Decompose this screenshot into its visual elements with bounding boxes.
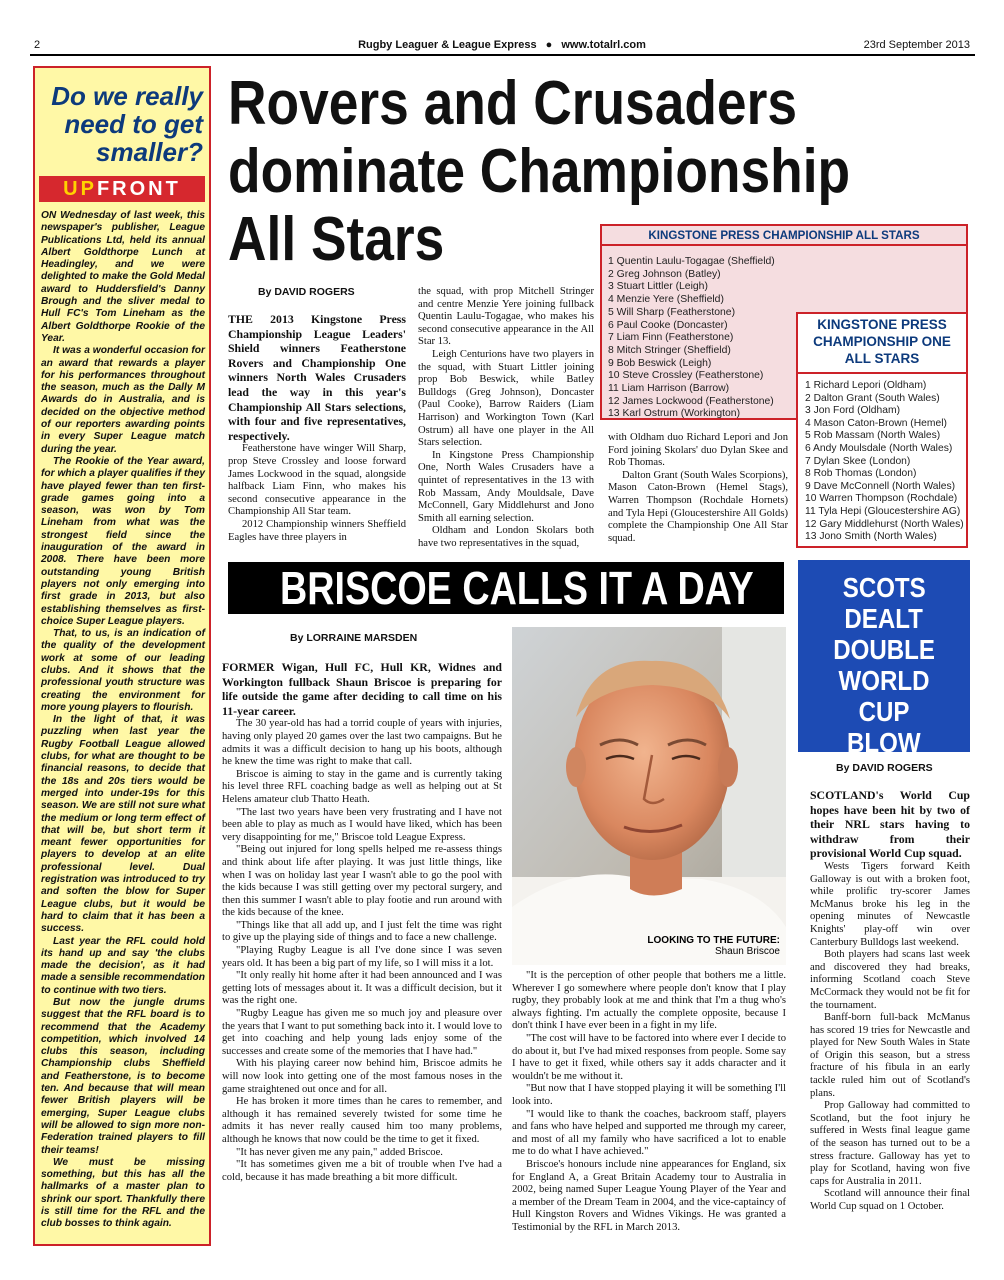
- sidebar-paragraph: But now the jungle drums suggest that the RFL board is to recommend that the Academy competition, which involved 14 clubs this season, including Championship clubs Sheffield and Featherstone, is to become ten. And because that will mean fewer British players will be emerging, Super League clubs will be allowed to sign more non-Federation trained players to fill their teams!: [41, 997, 205, 1156]
- title-line: KINGSTONE PRESS: [817, 317, 947, 332]
- list-item: 9 Bob Beswick (Leigh): [608, 357, 712, 369]
- list-item: 3 Stuart Littler (Leigh): [608, 281, 708, 293]
- upfront-sidebar: [33, 66, 211, 1246]
- list-item: 13 Jono Smith (North Wales): [805, 531, 937, 543]
- headline-text: BRISCOE CALLS IT A DAY: [279, 562, 754, 614]
- list-item: 5 Will Sharp (Featherstone): [608, 306, 736, 318]
- sidebar-paragraph: That, to us, is an indication of the quality of the development work at some of our leading clubs. And it shows that the professional youth structure was creating the environment for more young players to flourish.: [41, 628, 205, 713]
- sidebar-headline: Do we really need to get smaller?: [51, 81, 203, 167]
- article1-paragraph: with Oldham duo Richard Lepori and Jon Ford joining Skolars' duo Dylan Skee and Rob Thomas.: [608, 432, 788, 469]
- list-item: 4 Mason Caton-Brown (Hemel): [805, 417, 947, 429]
- article2-byline: By LORRAINE MARSDEN: [290, 632, 418, 644]
- sidebar-body: [35, 206, 209, 1231]
- championship-box-title: KINGSTONE PRESS CHAMPIONSHIP ALL STARS: [602, 226, 966, 246]
- list-item: 12 James Lockwood (Featherstone): [608, 395, 774, 407]
- article2-paragraph: "It is the perception of other people that bothers me a little. Wherever I go somewhere where people don't know that I play rugby, they probably look at me and think that I'm a thug who's always fighting. I'm actually the complete opposite, because I don't think I have ever been in a fight in my life.: [512, 970, 786, 1032]
- article3-paragraph: Prop Galloway had committed to Scotland, but the foot injury he suffered in Wests final league game of the season has turned out to be a stress fracture. Galloway has yet to play for Scotland, having won five caps for Australia in 2011.: [810, 1100, 970, 1187]
- list-item: 7 Dylan Skee (London): [805, 455, 911, 467]
- website-link[interactable]: www.totalrl.com: [561, 39, 646, 51]
- list-item: 13 Karl Ostrum (Workington): [608, 408, 741, 420]
- article1-paragraph: 2012 Championship winners Sheffield Eagles have three players in: [228, 518, 406, 543]
- list-item: 4 Menzie Yere (Sheffield): [608, 294, 724, 306]
- list-item: 7 Liam Finn (Featherstone): [608, 332, 734, 344]
- header-rule: [30, 54, 975, 56]
- list-item: 10 Steve Crossley (Featherstone): [608, 370, 764, 382]
- article1-paragraph: In Kingstone Press Championship One, North Wales Crusaders have a quintet of representatives in the 13 with Rob Massam, Andy Mouldsale, Dave McConnell, Gary Middlehurst and Jono Smith all earning selection.: [418, 449, 594, 524]
- caption-name: Shaun Briscoe: [714, 946, 780, 957]
- headline-line: WORLD CUP: [838, 665, 930, 727]
- briscoe-photo: [512, 627, 786, 965]
- list-item: 2 Dalton Grant (South Wales): [805, 392, 940, 404]
- article2-paragraph: He has broken it more times than he cares to remember, and although it has remained severely twisted for some time he admits it has never really caused him too many problems, although he knows that now could be the time to get it fixed.: [222, 1096, 502, 1145]
- sidebar-paragraph: ON Wednesday of last week, this newspaper's publisher, League Publications Ltd, held its annual Albert Goldthorpe Lunch at Headingley, and we were delighted to make the Gold Medal award to Huddersfield's Danny Brough and the sliver medal to Hull FC's Tom Lineham as the Albert Goldthorpe Rookie of the Year.: [41, 210, 205, 344]
- article2-paragraph: Briscoe's honours include nine appearances for England, six for England A, a Great Britain Academy tour to Australia in 2002, being named Super League Young Player of the Year and a member of the Dream Team in 2004, and the vice-captaincy of Hull Kingston Rovers and Widnes Vikings. He was granted a Testimonial by the RFL in March 2013.: [512, 1158, 786, 1233]
- article1-column-1: [228, 312, 406, 544]
- upfront-front: FRONT: [96, 178, 181, 200]
- list-item: 11 Liam Harrison (Barrow): [608, 383, 730, 395]
- article2-column-1: [222, 660, 502, 1184]
- caption-label: LOOKING TO THE FUTURE:: [647, 935, 780, 946]
- article2-paragraph: "Playing Rugby League is all I've done since I was seven years old. It has been a big part of my life, so I will miss it a lot.: [222, 945, 502, 969]
- championship-one-all-stars-box: [796, 312, 968, 548]
- upfront-label: [39, 176, 205, 202]
- article2-lede: FORMER Wigan, Hull FC, Hull KR, Widnes and Workington fullback Shaun Briscoe is preparing for life outside the game after deciding to call time on his 11-year career.: [222, 660, 502, 718]
- photo-caption: [647, 935, 780, 957]
- sidebar-paragraph: We must be missing something, but this has all the hallmarks of a master plan to shrink our sport. Thankfully there is still time for the RFL and the club bosses to think again.: [41, 1156, 205, 1230]
- list-item: 6 Paul Cooke (Doncaster): [608, 319, 728, 331]
- article1-column-3: [608, 432, 788, 545]
- list-item: 10 Warren Thompson (Rochdale): [805, 493, 958, 505]
- headline-line: DOUBLE: [833, 634, 935, 665]
- article3-lede: SCOTLAND's World Cup hopes have been hit by two of their NRL stars having to withdraw from their provisional World Cup squad.: [810, 788, 970, 861]
- title-line: ALL STARS: [844, 351, 920, 366]
- article1-paragraph: Oldham and London Skolars both have two representatives in the squad,: [418, 525, 594, 549]
- article2-paragraph: "The last two years have been very frustrating and I have not been able to play as much as I would have liked, which has been very disappointing for me," Briscoe told League Express.: [222, 806, 502, 843]
- article3-byline: By DAVID ROGERS: [836, 762, 933, 774]
- list-item: 1 Richard Lepori (Oldham): [805, 380, 927, 391]
- article2-paragraph: "I would like to thank the coaches, backroom staff, players and fans who have helped and supported me through my career, and most of all my family who have sacrificed a lot to enable me to do what I have achieved.": [512, 1108, 786, 1158]
- article2-paragraph: "Being out injured for long spells helped me re-assess things and think about life after playing. It was just little things, like when I was on holiday last year I wasn't able to go the pool with the kids because I was still getting over my pectoral surgery, and then this summer I wasn't able to play footie and run around with the kids because of the knee.: [222, 844, 502, 919]
- list-item: 8 Rob Thomas (London): [805, 468, 917, 480]
- article1-paragraph: Leigh Centurions have two players in the squad, with Stuart Littler joining prop Bob Beswick, while Batley Bulldogs (Greg Johnson), Doncaster (Paul Cooke), Barrow Raiders (Liam Harrison) and Workington Town (Karl Ostrum) all have one player in the All Stars selection.: [418, 348, 594, 449]
- article2-paragraph: "It has never given me any pain," added Briscoe.: [236, 1146, 443, 1158]
- article3-paragraph: Banff-born full-back McManus has scored 19 tries for Newcastle and played for New South Wales in State of Origin this season, but a stress fracture of his fibula in an early tackle ruled him out of Scotland's plans.: [810, 1012, 970, 1099]
- headline-line: BLOW: [847, 727, 921, 758]
- article1-paragraph: Dalton Grant (South Wales Scorpions), Mason Caton-Brown (Hemel Stags), Warren Thompson (Rochdale Hornets) and Tyla Hepi (Gloucestershire All Golds) complete the Championship One All Star squad.: [608, 469, 788, 544]
- article3-column: [810, 788, 970, 1214]
- article3-paragraph: Wests Tigers forward Keith Galloway is out with a broken foot, while prolific try-scorer James McManus broke his leg in the opening minutes of Newcastle Knights' play-off win over Canterbury Bulldogs last weekend.: [810, 860, 970, 948]
- list-item: 9 Dave McConnell (North Wales): [805, 480, 956, 492]
- article2-paragraph: "Things like that all add up, and I just felt the time was right to give up the playing side of things and to face a new challenge.: [222, 919, 502, 944]
- article1-lede: THE 2013 Kingstone Press Championship League Leaders' Shield winners Featherstone Rovers and Championship One winners North Wales Crusaders lead the way in this year's Championship All Stars selections, with four and five representatives, respectively.: [228, 312, 406, 443]
- title-line: CHAMPIONSHIP ONE: [813, 334, 951, 349]
- list-item: 5 Rob Massam (North Wales): [805, 430, 941, 442]
- portrait-illustration: [512, 627, 786, 965]
- article2-paragraph: Briscoe is aiming to stay in the game and is currently taking his level three RFL coaching badge as well as helping out at St Helens amateur club Thatto Heath.: [222, 768, 502, 805]
- list-item: 8 Mitch Stringer (Sheffield): [608, 344, 731, 356]
- article2-paragraph: "It only really hit home after it had been announced and I was getting lots of messages about it. It was a difficult decision, but it was the right one.: [222, 970, 502, 1007]
- headline-line: All Stars: [228, 205, 445, 274]
- article2-headline: [228, 562, 784, 614]
- list-item: 3 Jon Ford (Oldham): [805, 405, 900, 417]
- article2-paragraph: "But now that I have stopped playing it will be something I'll look into.: [512, 1083, 786, 1107]
- headline-line: Rovers and Crusaders: [228, 69, 797, 138]
- sidebar-paragraph: It was a wonderful occasion for an award that rewards a player for his performances throughout the season, much as the Dally M Awards do in Australia, and is decided on the objective method of our reporters awarding points in every Super League match during the year.: [41, 345, 205, 455]
- article2-paragraph: "It has sometimes given me a bit of trouble when I've had a cold, because it has made breathing a bit more difficult.: [222, 1159, 502, 1183]
- headline-line: SCOTS: [842, 572, 926, 603]
- sidebar-paragraph: In the light of that, it was puzzling when last year the Rugby Football League allowed clubs, for what are thought to be financial reasons, to decide that the 18s and 20s tiers would be merged into under-19s for this season. We are still not sure what the medium or long term effect of that will be, but short term it meant fewer opportunities for players to develop at an elite professional level. Dual registration was introduced to try and soften the blow for Super League clubs, but it would be hard to claim that it has been a success.: [41, 714, 205, 935]
- article2-paragraph: "Rugby League has given me so much joy and pleasure over the years that I want to put something back into it. I would love to get into coaching and help young lads enjoy some of the successes and create some of the memories that I have had.": [222, 1008, 502, 1057]
- list-item: 2 Greg Johnson (Batley): [608, 268, 721, 280]
- upfront-up: UP: [63, 178, 97, 200]
- list-item: 11 Tyla Hepi (Gloucestershire AG): [805, 505, 961, 517]
- headline-line: DEALT: [844, 603, 924, 634]
- championship-one-box-title: [798, 314, 966, 374]
- sidebar-paragraph: Last year the RFL could hold its hand up and say 'the clubs made the decision', as it had made a sensible recommendation to continue with two tiers.: [41, 935, 205, 996]
- sidebar-paragraph: The Rookie of the Year award, for which a player qualifies if they have played fewer than ten first-grade games going into a season, was won by Tom Lineham from what was the strongest field since the inauguration of the award in 2008. There have been more outstanding young British players not only emerging into first grade in 2013, but also establishing themselves as first-choice Super League players.: [41, 455, 205, 627]
- list-item: 1 Quentin Laulu-Togagae (Sheffield): [608, 256, 775, 267]
- article2-paragraph: With his playing career now behind him, Briscoe admits he will now look into getting one of the most famous noses in the game straightened out once and for all.: [222, 1058, 502, 1095]
- article1-column-2: [418, 286, 594, 550]
- article1-byline: By DAVID ROGERS: [258, 286, 355, 298]
- article1-paragraph: the squad, with prop Mitchell Stringer and centre Menzie Yere joining fullback Quentin Laulu-Togagae, who makes his second consecutive appearance in the All Star 13.: [418, 286, 594, 348]
- list-item: 12 Gary Middlehurst (North Wales): [805, 518, 964, 530]
- bullet-icon: ●: [545, 39, 553, 51]
- issue-date: 23rd September 2013: [863, 39, 970, 51]
- article3-paragraph: Scotland will announce their final World Cup squad on 1 October.: [810, 1188, 970, 1212]
- article3-headline: [798, 560, 970, 758]
- article2-paragraph: The 30 year-old has had a torrid couple of years with injuries, having only played 20 games over the last two campaigns. But he admits it was a difficult decision to hang up his boots, although he knew the time was right to make that call.: [222, 718, 502, 768]
- page-number: 2: [34, 39, 41, 51]
- article1-paragraph: Featherstone have winger Will Sharp, prop Steve Crossley and loose forward James Lockwood in the squad, alongside halfback Liam Finn, who makes his second consecutive appearance in the Championship All Star team.: [228, 443, 406, 518]
- publication-name: Rugby Leaguer & League Express: [358, 39, 537, 51]
- publication-banner: [0, 38, 1004, 52]
- article2-paragraph: "The cost will have to be factored into where ever I decide to do about it, but I've had mixed responses from people. Some say I have to get it fixed, while others say it adds character and it wouldn't be me without it.: [512, 1032, 786, 1082]
- headline-line: dominate Championship: [228, 137, 851, 206]
- article2-column-2: [512, 970, 786, 1234]
- list-item: 6 Andy Moulsdale (North Wales): [805, 442, 953, 454]
- championship-one-player-list: [798, 374, 966, 544]
- article3-paragraph: Both players had scans last week and discovered they had breaks, informing Scotland coach Steve McCormack they would not be fit for the tournament.: [810, 949, 970, 1011]
